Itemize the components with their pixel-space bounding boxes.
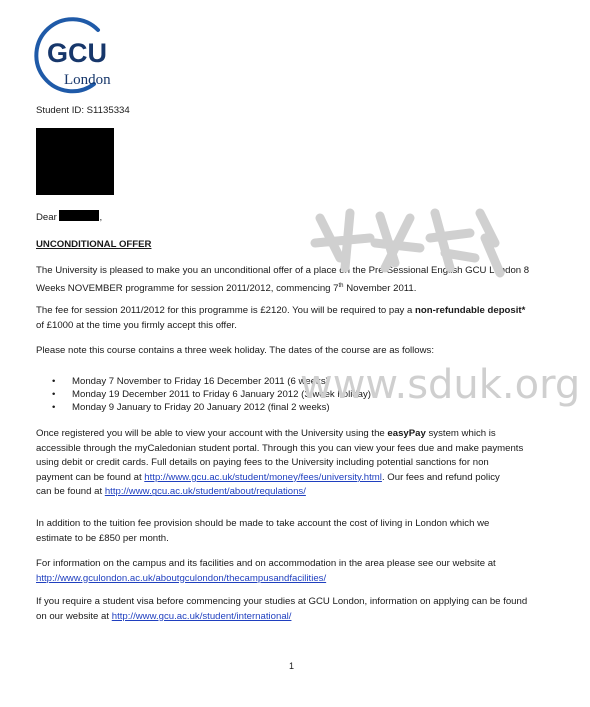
paragraph-fee: [36, 304, 552, 333]
paragraph-fee-line1: The fee for session 2011/2012 for this programme is £2120. You will be required to pay a non-refundable deposit*: [36, 305, 526, 316]
paragraph-visa: If you require a student visa before commencing your studies at GCU London, information on applying can be found on our website at http://www.gcu.ac.uk/student/international/: [36, 596, 528, 622]
redacted-address-block: [36, 128, 114, 195]
paragraph-campus: For information on the campus and its facilities and on accommodation in the area please see our website at http://www.gculondon.ac.uk/aboutgculondon/thecampusandfacilities/: [36, 558, 496, 584]
fees-link[interactable]: http://www.gcu.ac.uk/student/money/fees/university.html: [144, 471, 382, 483]
redacted-name: [59, 210, 99, 221]
regulations-link[interactable]: http://www.gcu.ac.uk/student/about/regulations/: [104, 486, 306, 498]
student-id: Student ID: S1135334: [36, 105, 130, 116]
campus-link[interactable]: http://www.gculondon.ac.uk/aboutgculondon/thecampusandfacilities/: [36, 572, 327, 584]
paragraph-fee-line2: of £1000 at the time you firmly accept this offer.: [36, 319, 237, 331]
gcu-london-logo: [34, 16, 124, 96]
logo-mark: GCU: [47, 38, 107, 68]
paragraph-living-cost: In addition to the tuition fee provision should be made to take account the cost of living in London which we estimate to be £850 per month.: [36, 518, 490, 544]
salutation-line: Dear ,: [36, 212, 103, 223]
paragraph-easypay: Once registered you will be able to view your account with the University using the easyPay system which is accessible through the myCaledonian student portal. Through this you can view your fees due and make payments using debit or credit cards. Full details on paying fees to the University including potential sanctions for non payment can be found at http://www.gcu.ac.uk/student/money/fees/university.html. Our fees and refund policy can be found at http://www.gcu.ac.uk/student/about/regulations/: [36, 428, 524, 498]
salutation-dear: Dear: [36, 212, 57, 223]
watermark-text: www.sduk.org: [300, 362, 581, 408]
paragraph-offer: [36, 264, 552, 296]
list-item: • Monday 9 January to Friday 20 January 2012 (final 2 weeks): [52, 402, 532, 415]
list-item: • Monday 19 December 2011 to Friday 6 January 2012 (3 week holiday): [52, 389, 532, 402]
list-item: • Monday 7 November to Friday 16 December 2011 (6 weeks): [52, 376, 532, 389]
page-number: 1: [289, 661, 295, 671]
offer-heading: UNCONDITIONAL OFFER: [36, 239, 152, 250]
paragraph-holiday: Please note this course contains a three week holiday. The dates of the course are as follows:: [36, 345, 435, 356]
paragraph-offer-line1: The University is pleased to make you an unconditional offer of a place on the Pre-Sessional English GCU London 8: [36, 265, 530, 276]
paragraph-offer-line2: Weeks NOVEMBER programme for session 2011/2012, commencing 7th November 2011.: [36, 282, 417, 294]
gcu-logo-icon: [34, 16, 124, 96]
logo-city: London: [64, 72, 111, 88]
course-dates-list: [52, 376, 532, 414]
international-link[interactable]: http://www.gcu.ac.uk/student/international/: [111, 610, 292, 622]
